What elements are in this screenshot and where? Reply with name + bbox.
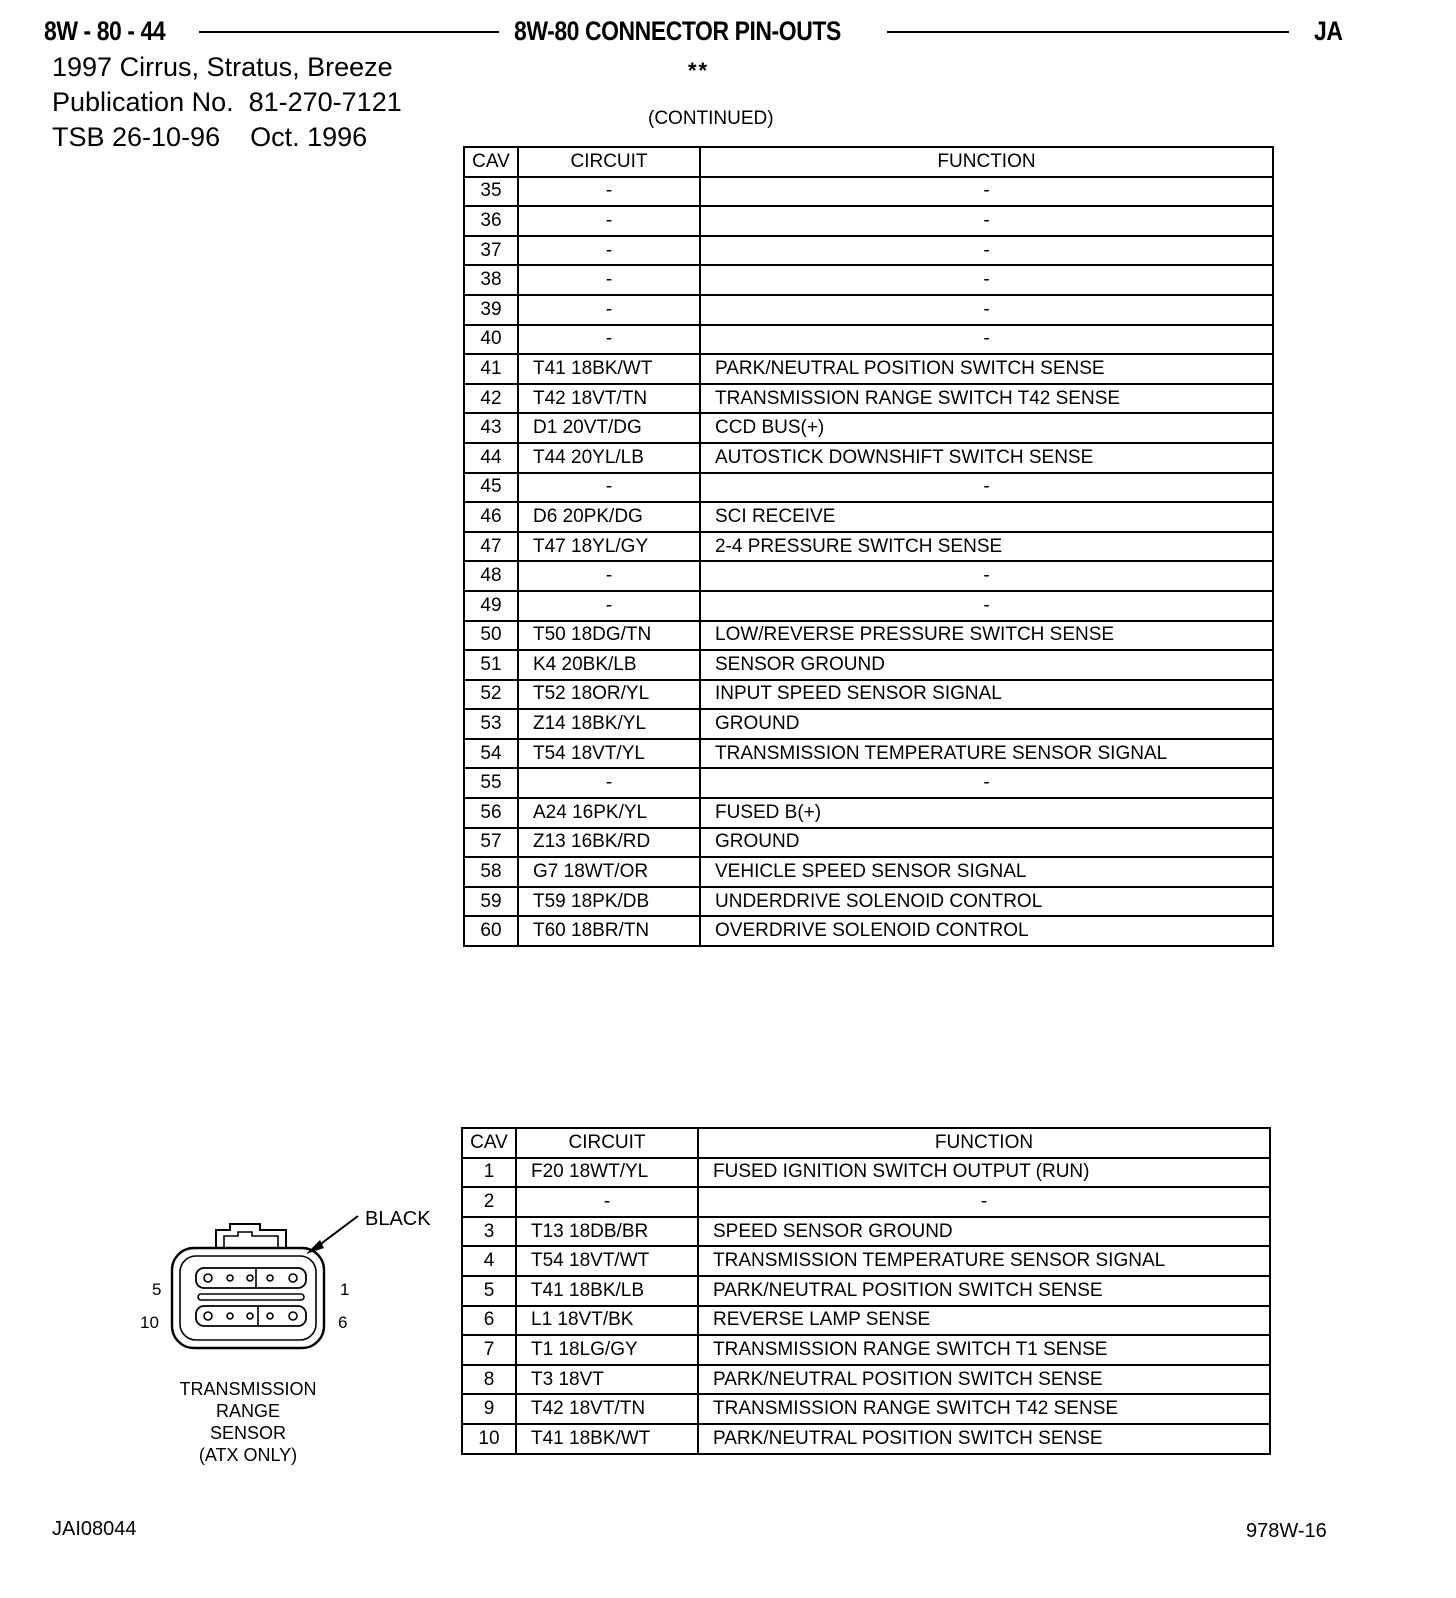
cav-cell: 38: [464, 265, 518, 295]
circuit-cell: T13 18DB/BR: [516, 1217, 698, 1247]
circuit-cell: T54 18VT/YL: [518, 739, 700, 769]
table-row: [464, 413, 1273, 443]
pin-label-bottom-right: 6: [338, 1313, 348, 1332]
pin-label-top-right: 1: [340, 1280, 350, 1299]
cav-cell: 7: [462, 1335, 516, 1365]
circuit-cell: T44 20YL/LB: [518, 443, 700, 473]
function-cell: -: [698, 1187, 1270, 1217]
page-title: 8W-80 CONNECTOR PIN-OUTS: [514, 16, 841, 46]
cav-cell: 55: [464, 768, 518, 798]
circuit-cell: T59 18PK/DB: [518, 887, 700, 917]
circuit-cell: -: [518, 591, 700, 621]
table-row: [464, 857, 1273, 887]
function-cell: -: [700, 768, 1273, 798]
pin-5: [204, 1274, 212, 1282]
cav-cell: 9: [462, 1394, 516, 1424]
table-row: [462, 1217, 1270, 1247]
pinout-table-range-sensor: [461, 1127, 1271, 1455]
cav-cell: 48: [464, 561, 518, 591]
circuit-cell: T54 18VT/WT: [516, 1246, 698, 1276]
circuit-cell: F20 18WT/YL: [516, 1158, 698, 1188]
vehicles-line: 1997 Cirrus, Stratus, Breeze: [52, 52, 393, 82]
connector-caption: [158, 1378, 338, 1466]
function-cell: -: [700, 236, 1273, 266]
table-row: [462, 1158, 1270, 1188]
table-row: [464, 177, 1273, 207]
function-cell: TRANSMISSION TEMPERATURE SENSOR SIGNAL: [698, 1246, 1270, 1276]
function-cell: -: [700, 473, 1273, 503]
circuit-header: CIRCUIT: [516, 1128, 698, 1158]
tsb-line: TSB 26-10-96 Oct. 1996: [52, 122, 368, 152]
cav-cell: 42: [464, 384, 518, 414]
table-body: [462, 1158, 1270, 1454]
circuit-cell: T3 18VT: [516, 1365, 698, 1395]
cav-cell: 36: [464, 206, 518, 236]
pin-8: [247, 1313, 253, 1319]
circuit-cell: -: [516, 1187, 698, 1217]
center-rib: [198, 1294, 304, 1300]
function-cell: PARK/NEUTRAL POSITION SWITCH SENSE: [700, 354, 1273, 384]
function-cell: GROUND: [700, 828, 1273, 858]
table-row: [464, 295, 1273, 325]
function-cell: -: [700, 265, 1273, 295]
function-cell: TRANSMISSION RANGE SWITCH T1 SENSE: [698, 1335, 1270, 1365]
function-header: FUNCTION: [698, 1128, 1270, 1158]
table-row: [464, 739, 1273, 769]
table-row: [464, 561, 1273, 591]
cav-header: CAV: [464, 147, 518, 177]
function-cell: -: [700, 295, 1273, 325]
function-cell: OVERDRIVE SOLENOID CONTROL: [700, 916, 1273, 946]
function-cell: GROUND: [700, 709, 1273, 739]
publication-info: [52, 50, 402, 155]
table-row: [462, 1306, 1270, 1336]
circuit-cell: D1 20VT/DG: [518, 413, 700, 443]
stars-mark: **: [688, 58, 710, 83]
function-cell: FUSED IGNITION SWITCH OUTPUT (RUN): [698, 1158, 1270, 1188]
function-cell: TRANSMISSION TEMPERATURE SENSOR SIGNAL: [700, 739, 1273, 769]
pinout-table-continued: [463, 146, 1274, 947]
table-row: [464, 916, 1273, 946]
cav-cell: 50: [464, 621, 518, 651]
circuit-cell: T41 18BK/WT: [518, 354, 700, 384]
circuit-cell: G7 18WT/OR: [518, 857, 700, 887]
circuit-cell: -: [518, 325, 700, 355]
circuit-cell: -: [518, 768, 700, 798]
header-rule-left: [199, 31, 499, 33]
table-row: [464, 265, 1273, 295]
circuit-cell: L1 18VT/BK: [516, 1306, 698, 1336]
circuit-cell: -: [518, 206, 700, 236]
table-row: [464, 828, 1273, 858]
pin-4: [227, 1275, 233, 1281]
caption-line: (ATX ONLY): [198, 1445, 298, 1465]
function-cell: PARK/NEUTRAL POSITION SWITCH SENSE: [698, 1365, 1270, 1395]
pin-1: [289, 1274, 297, 1282]
table-row: [464, 709, 1273, 739]
function-cell: CCD BUS(+): [700, 413, 1273, 443]
table-row: [464, 502, 1273, 532]
function-cell: VEHICLE SPEED SENSOR SIGNAL: [700, 857, 1273, 887]
table-body: [464, 177, 1273, 946]
table-row: [462, 1394, 1270, 1424]
circuit-cell: -: [518, 561, 700, 591]
page-reference: 978W-16: [1246, 1520, 1327, 1542]
pin-2: [267, 1275, 273, 1281]
cav-cell: 35: [464, 177, 518, 207]
cav-cell: 54: [464, 739, 518, 769]
pin-9: [227, 1313, 233, 1319]
function-cell: AUTOSTICK DOWNSHIFT SWITCH SENSE: [700, 443, 1273, 473]
pin-3: [247, 1275, 253, 1281]
table-row: [464, 443, 1273, 473]
circuit-cell: -: [518, 236, 700, 266]
function-cell: -: [700, 591, 1273, 621]
cav-cell: 4: [462, 1246, 516, 1276]
circuit-cell: T1 18LG/GY: [516, 1335, 698, 1365]
table-row: [462, 1276, 1270, 1306]
caption-line: TRANSMISSION: [179, 1379, 317, 1399]
circuit-cell: T50 18DG/TN: [518, 621, 700, 651]
header-rule-right: [887, 31, 1289, 33]
table-row: [464, 384, 1273, 414]
circuit-cell: K4 20BK/LB: [518, 650, 700, 680]
page-code: 8W - 80 - 44: [44, 16, 166, 46]
function-cell: TRANSMISSION RANGE SWITCH T42 SENSE: [698, 1394, 1270, 1424]
table-row: [464, 473, 1273, 503]
cav-cell: 3: [462, 1217, 516, 1247]
cav-header: CAV: [462, 1128, 516, 1158]
function-cell: SCI RECEIVE: [700, 502, 1273, 532]
continued-label: (CONTINUED): [648, 108, 774, 129]
cav-cell: 5: [462, 1276, 516, 1306]
cav-cell: 43: [464, 413, 518, 443]
cav-cell: 2: [462, 1187, 516, 1217]
figure-id: JAI08044: [52, 1518, 137, 1540]
circuit-cell: T42 18VT/TN: [518, 384, 700, 414]
table-row: [464, 798, 1273, 828]
caption-line: SENSOR: [209, 1423, 287, 1443]
table-row: [464, 680, 1273, 710]
table-row: [464, 650, 1273, 680]
function-cell: LOW/REVERSE PRESSURE SWITCH SENSE: [700, 621, 1273, 651]
table-header-row: [462, 1128, 1270, 1158]
cav-cell: 44: [464, 443, 518, 473]
table-row: [464, 591, 1273, 621]
table-header-row: [464, 147, 1273, 177]
function-cell: PARK/NEUTRAL POSITION SWITCH SENSE: [698, 1276, 1270, 1306]
cav-cell: 57: [464, 828, 518, 858]
table-row: [464, 236, 1273, 266]
table-row: [462, 1187, 1270, 1217]
cav-cell: 10: [462, 1424, 516, 1454]
cav-cell: 52: [464, 680, 518, 710]
function-header: FUNCTION: [700, 147, 1273, 177]
function-cell: SENSOR GROUND: [700, 650, 1273, 680]
circuit-cell: T41 18BK/LB: [516, 1276, 698, 1306]
table-row: [464, 532, 1273, 562]
cav-cell: 40: [464, 325, 518, 355]
function-cell: INPUT SPEED SENSOR SIGNAL: [700, 680, 1273, 710]
circuit-cell: Z14 18BK/YL: [518, 709, 700, 739]
cav-cell: 53: [464, 709, 518, 739]
table-row: [464, 621, 1273, 651]
circuit-cell: -: [518, 265, 700, 295]
pin-10: [204, 1312, 212, 1320]
pin-7: [267, 1313, 273, 1319]
circuit-cell: A24 16PK/YL: [518, 798, 700, 828]
cav-cell: 6: [462, 1306, 516, 1336]
table-row: [464, 768, 1273, 798]
model-code: JA: [1314, 16, 1343, 46]
cav-cell: 58: [464, 857, 518, 887]
cav-cell: 8: [462, 1365, 516, 1395]
cav-cell: 45: [464, 473, 518, 503]
table-row: [462, 1424, 1270, 1454]
cav-cell: 59: [464, 887, 518, 917]
circuit-cell: -: [518, 177, 700, 207]
connector-color-label: BLACK: [365, 1208, 431, 1230]
function-cell: 2-4 PRESSURE SWITCH SENSE: [700, 532, 1273, 562]
function-cell: PARK/NEUTRAL POSITION SWITCH SENSE: [698, 1424, 1270, 1454]
black-leader-line: [318, 1216, 358, 1246]
circuit-cell: Z13 16BK/RD: [518, 828, 700, 858]
function-cell: -: [700, 561, 1273, 591]
cav-cell: 47: [464, 532, 518, 562]
pin-label-top-left: 5: [152, 1280, 162, 1299]
pin-6: [289, 1312, 297, 1320]
circuit-cell: T42 18VT/TN: [516, 1394, 698, 1424]
table-row: [464, 887, 1273, 917]
circuit-cell: T41 18BK/WT: [516, 1424, 698, 1454]
function-cell: -: [700, 177, 1273, 207]
connector-latch-inner: [224, 1232, 278, 1248]
table-row: [464, 354, 1273, 384]
caption-line: RANGE: [215, 1401, 280, 1421]
cav-cell: 41: [464, 354, 518, 384]
pin-label-bottom-left: 10: [140, 1313, 159, 1332]
circuit-cell: D6 20PK/DG: [518, 502, 700, 532]
table-row: [462, 1246, 1270, 1276]
circuit-cell: T47 18YL/GY: [518, 532, 700, 562]
cav-cell: 51: [464, 650, 518, 680]
circuit-cell: -: [518, 473, 700, 503]
circuit-cell: T52 18OR/YL: [518, 680, 700, 710]
function-cell: REVERSE LAMP SENSE: [698, 1306, 1270, 1336]
table-row: [462, 1335, 1270, 1365]
function-cell: -: [700, 206, 1273, 236]
circuit-header: CIRCUIT: [518, 147, 700, 177]
table-row: [464, 325, 1273, 355]
function-cell: -: [700, 325, 1273, 355]
cav-cell: 49: [464, 591, 518, 621]
function-cell: FUSED B(+): [700, 798, 1273, 828]
cav-cell: 60: [464, 916, 518, 946]
circuit-cell: -: [518, 295, 700, 325]
function-cell: TRANSMISSION RANGE SWITCH T42 SENSE: [700, 384, 1273, 414]
cav-cell: 56: [464, 798, 518, 828]
connector-body-outer: [172, 1248, 324, 1348]
table-row: [464, 206, 1273, 236]
function-cell: UNDERDRIVE SOLENOID CONTROL: [700, 887, 1273, 917]
cav-cell: 39: [464, 295, 518, 325]
page-header: [44, 14, 1354, 54]
table-row: [462, 1365, 1270, 1395]
circuit-cell: T60 18BR/TN: [518, 916, 700, 946]
publication-number-line: Publication No. 81-270-7121: [52, 87, 402, 117]
cav-cell: 46: [464, 502, 518, 532]
cav-cell: 37: [464, 236, 518, 266]
function-cell: SPEED SENSOR GROUND: [698, 1217, 1270, 1247]
cav-cell: 1: [462, 1158, 516, 1188]
